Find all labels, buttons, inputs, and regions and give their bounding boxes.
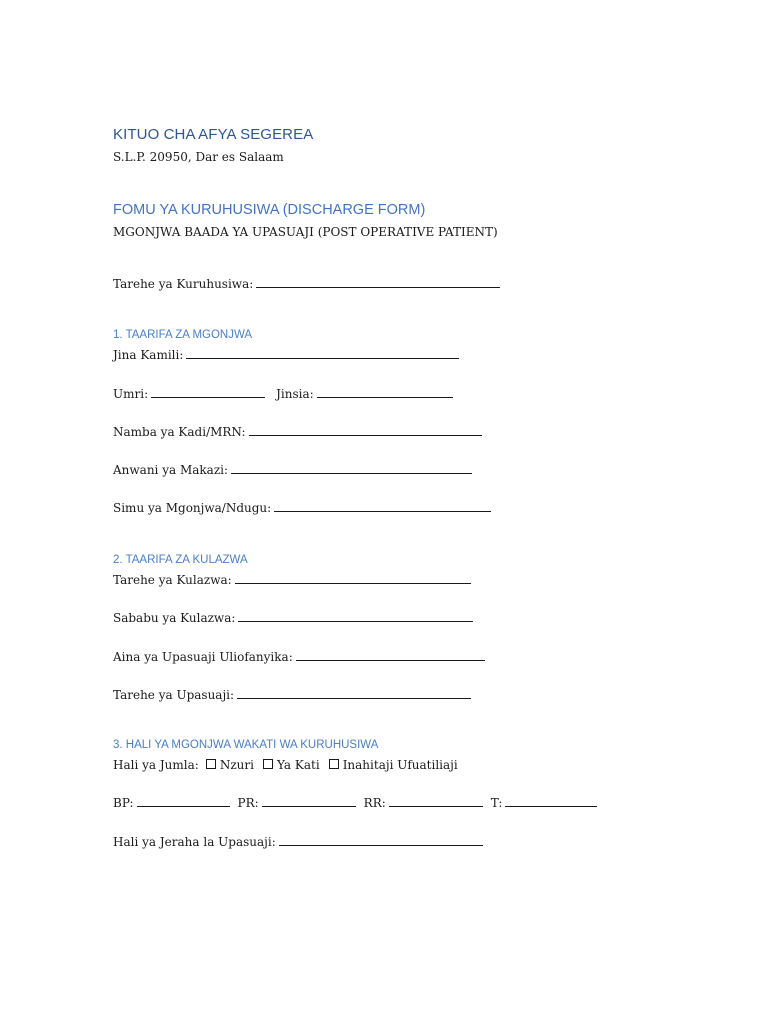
sex-label: Jinsia: (276, 387, 314, 401)
condition-option-needs-followup-label: Inahitaji Ufuatiliaji (342, 758, 458, 772)
vitals-row (113, 796, 597, 810)
full-name-field (113, 348, 459, 362)
card-number-label: Namba ya Kadi/MRN: (113, 425, 246, 439)
pr-label: PR: (237, 796, 259, 810)
general-condition-label: Hali ya Jumla: (113, 758, 199, 772)
admission-reason-field (113, 611, 473, 625)
wound-condition-input-line[interactable] (279, 835, 483, 846)
section-2-heading: 2. TAARIFA ZA KULAZWA (113, 554, 248, 566)
condition-option-needs-followup[interactable] (329, 758, 458, 772)
home-address-input-line[interactable] (231, 463, 472, 474)
condition-option-moderate[interactable] (263, 758, 320, 772)
admission-date-input-line[interactable] (235, 573, 471, 584)
temperature-label: T: (490, 796, 503, 810)
phone-field (113, 501, 491, 515)
rr-input-line[interactable] (389, 796, 483, 807)
section-1-heading: 1. TAARIFA ZA MGONJWA (113, 329, 253, 341)
card-number-input-line[interactable] (249, 425, 482, 436)
section-3-heading: 3. HALI YA MGONJWA WAKATI WA KURUHUSIWA (113, 739, 379, 751)
admission-date-field (113, 573, 471, 587)
condition-option-moderate-label: Ya Kati (276, 758, 320, 772)
form-subtitle: MGONJWA BAADA YA UPASUAJI (POST OPERATIVE PATIENT) (113, 225, 498, 239)
wound-condition-field (113, 835, 483, 849)
surgery-type-input-line[interactable] (296, 650, 485, 661)
condition-option-good-label: Nzuri (219, 758, 254, 772)
general-condition-row (113, 758, 467, 772)
home-address-label: Anwani ya Makazi: (113, 463, 229, 477)
checkbox-needs-followup[interactable] (329, 759, 339, 769)
phone-input-line[interactable] (274, 501, 491, 512)
organization-name: KITUO CHA AFYA SEGEREA (113, 126, 314, 143)
admission-reason-label: Sababu ya Kulazwa: (113, 611, 236, 625)
full-name-label: Jina Kamili: (113, 348, 184, 362)
checkbox-moderate[interactable] (263, 759, 273, 769)
surgery-type-label: Aina ya Upasuaji Uliofanyika: (113, 650, 293, 664)
surgery-date-label: Tarehe ya Upasuaji: (113, 688, 235, 702)
phone-label: Simu ya Mgonjwa/Ndugu: (113, 501, 272, 515)
home-address-field (113, 463, 472, 477)
wound-condition-label: Hali ya Jeraha la Upasuaji: (113, 835, 276, 849)
bp-label: BP: (113, 796, 134, 810)
age-input-line[interactable] (151, 387, 265, 398)
organization-address: S.L.P. 20950, Dar es Salaam (113, 150, 284, 164)
discharge-date-field (113, 277, 500, 291)
surgery-date-field (113, 688, 471, 702)
form-title: FOMU YA KURUHUSIWA (DISCHARGE FORM) (113, 202, 426, 218)
rr-label: RR: (363, 796, 386, 810)
admission-reason-input-line[interactable] (238, 611, 473, 622)
checkbox-good[interactable] (206, 759, 216, 769)
admission-date-label: Tarehe ya Kulazwa: (113, 573, 232, 587)
temperature-input-line[interactable] (505, 796, 597, 807)
card-number-field (113, 425, 482, 439)
full-name-input-line[interactable] (186, 348, 459, 359)
pr-input-line[interactable] (262, 796, 356, 807)
surgery-type-field (113, 650, 485, 664)
condition-option-good[interactable] (206, 758, 254, 772)
discharge-date-label: Tarehe ya Kuruhusiwa: (113, 277, 254, 291)
sex-input-line[interactable] (317, 387, 453, 398)
surgery-date-input-line[interactable] (237, 688, 471, 699)
age-sex-row (113, 387, 453, 401)
bp-input-line[interactable] (137, 796, 230, 807)
discharge-date-input-line[interactable] (256, 277, 500, 288)
age-label: Umri: (113, 387, 149, 401)
